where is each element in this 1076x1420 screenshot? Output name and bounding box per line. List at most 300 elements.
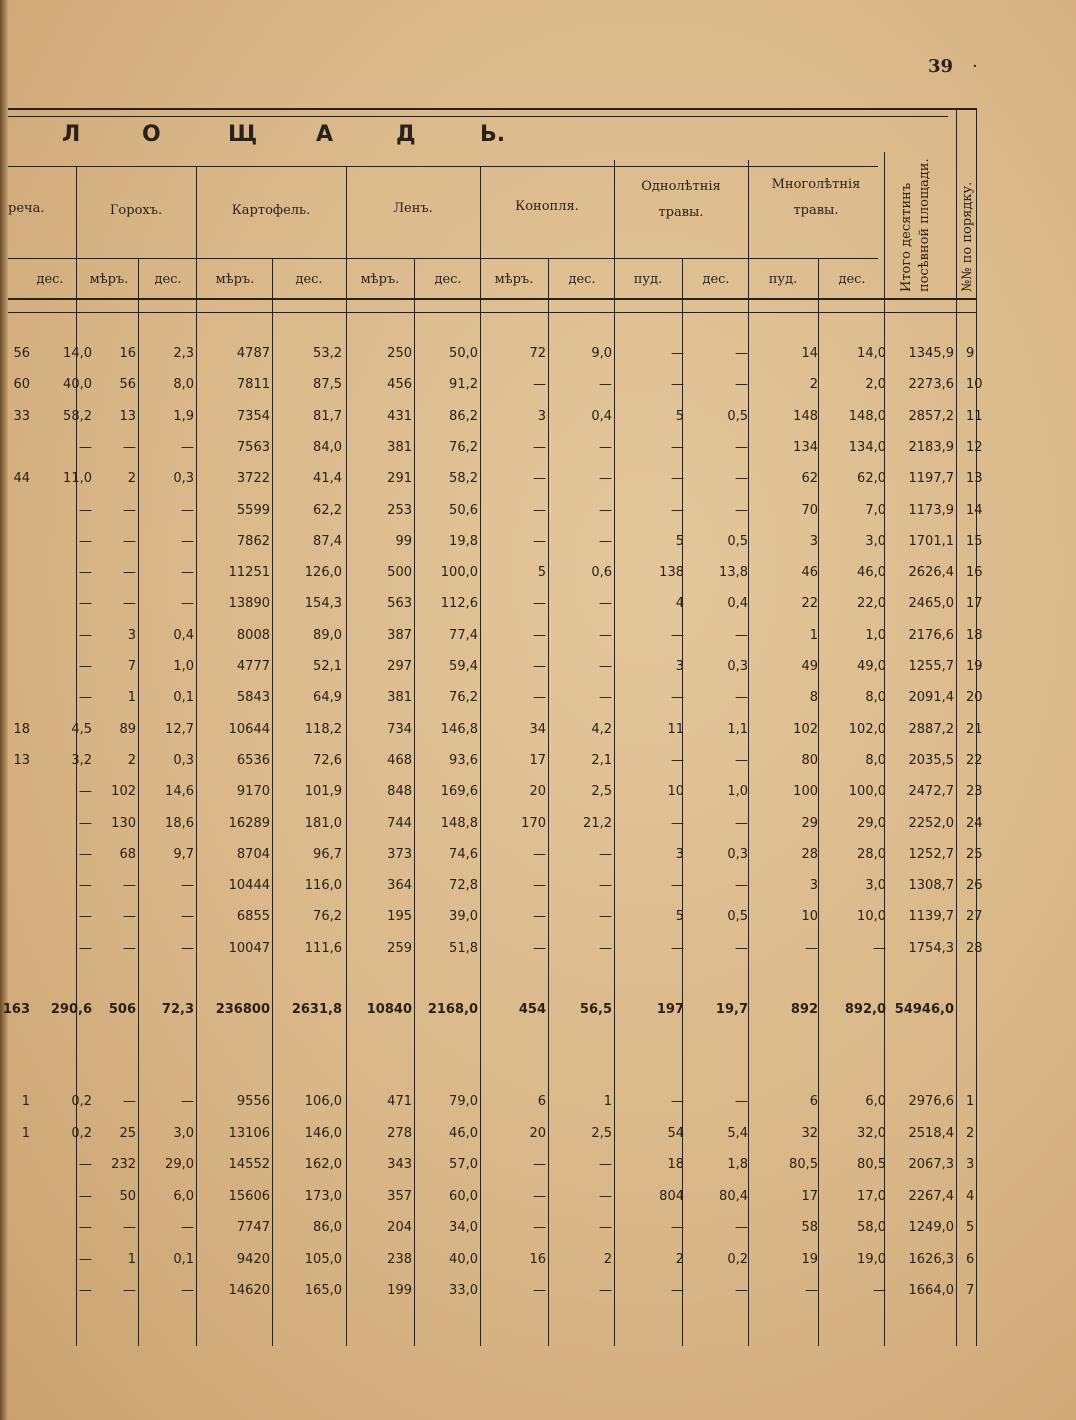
section1-row-16-cell: 18,6 — [165, 815, 194, 831]
section1-row-11-cell: — — [533, 659, 546, 674]
section2-row-6-cell: 19 — [801, 1251, 818, 1267]
totals-row-cell: 10840 — [366, 1002, 412, 1017]
section1-row-4-cell: 134 — [793, 439, 818, 455]
section1-row-5-cell: 62 — [801, 471, 818, 487]
section1-row-18-cell: 1308,7 — [908, 878, 954, 894]
section2-row-7-cell: — — [671, 1283, 684, 1298]
section2-row-7-cell: — — [873, 1283, 886, 1298]
sub-header-2: мѣръ. — [89, 272, 129, 287]
section1-row-4-cell: 76,2 — [449, 439, 478, 455]
section1-row-5-cell: 41,4 — [313, 471, 342, 487]
section1-row-14-cell: 3,2 — [71, 752, 92, 768]
section1-row-13-cell: 4,5 — [71, 721, 92, 737]
section1-row-10-cell: — — [533, 627, 546, 643]
section2-row-6-cell: 1626,3 — [908, 1251, 954, 1267]
section2-row-6-cell: 105,0 — [304, 1251, 342, 1267]
section1-row-2-cell: — — [735, 377, 748, 393]
section1-row-1-cell: 14,0 — [857, 346, 886, 361]
section2-row-5-cell: 1249,0 — [908, 1220, 954, 1235]
title-letter-2: О — [142, 122, 161, 147]
section2-row-5-cell: 204 — [387, 1220, 412, 1235]
section1-row-1-cell: 4787 — [236, 346, 270, 361]
section2-row-4-cell: 60,0 — [449, 1188, 478, 1204]
section2-row-7-cell: — — [533, 1283, 546, 1298]
section1-row-8-cell: 126,0 — [304, 565, 342, 581]
section2-row-6-cell: 2 — [675, 1251, 684, 1267]
section1-row-14-cell: 13 — [13, 752, 30, 768]
section2-row-3-cell: 18 — [667, 1157, 684, 1172]
section1-row-19-row-number: 27 — [966, 909, 983, 925]
section1-row-14-cell: 2,1 — [591, 752, 612, 768]
section1-row-7-cell: — — [599, 533, 612, 549]
section1-row-10-cell: 8008 — [236, 627, 270, 643]
section2-row-5-cell: — — [181, 1220, 194, 1235]
section1-row-4-cell: — — [123, 439, 136, 455]
section1-row-16-cell: 181,0 — [304, 815, 342, 831]
section1-row-10-cell: 0,4 — [173, 627, 194, 643]
section1-row-11-cell: 59,4 — [449, 659, 478, 674]
sub-header-12: пуд. — [768, 272, 798, 287]
section1-row-3-cell: 0,4 — [591, 408, 612, 424]
section2-row-6-cell: 238 — [387, 1251, 412, 1267]
section1-row-1-cell: 50,0 — [449, 346, 478, 361]
section1-row-8-cell: 138 — [659, 565, 684, 581]
section1-row-15-cell: 169,6 — [440, 784, 478, 800]
section1-row-12-cell: 64,9 — [313, 690, 342, 706]
section1-row-6-row-number: 14 — [966, 502, 983, 518]
section1-row-14-cell: 72,6 — [313, 752, 342, 768]
section1-row-11-cell: — — [599, 659, 612, 674]
section1-row-15-cell: 2,5 — [591, 784, 612, 800]
section1-row-12-cell: 8 — [809, 690, 818, 706]
section1-row-13-cell: 4,2 — [591, 721, 612, 737]
section1-row-10-cell: 2176,6 — [908, 627, 954, 643]
section1-row-4-cell: 2183,9 — [908, 439, 954, 455]
section1-row-14-cell: 0,3 — [173, 752, 194, 768]
section1-row-17-cell: — — [533, 846, 546, 862]
section1-row-9-cell: 22 — [801, 596, 818, 612]
section1-row-12-cell: — — [533, 690, 546, 706]
section2-row-5-cell: — — [533, 1220, 546, 1235]
section1-row-19-cell: 5 — [675, 909, 684, 925]
section1-row-19-cell: 10 — [801, 909, 818, 925]
section2-row-2-cell: 2518,4 — [908, 1125, 954, 1141]
section2-row-7-cell: 14620 — [228, 1283, 270, 1298]
group-header-len: Ленъ. — [393, 201, 433, 216]
section1-row-11-cell: 3 — [675, 659, 684, 674]
section2-row-2-cell: 3,0 — [173, 1125, 194, 1141]
section1-row-20-cell: 259 — [387, 940, 412, 956]
section1-row-13-cell: 734 — [387, 721, 412, 737]
section1-row-19-cell: 39,0 — [449, 909, 478, 925]
section1-row-6-cell: — — [181, 502, 194, 518]
section1-row-16-cell: 16289 — [228, 815, 270, 831]
section1-row-5-cell: 3722 — [236, 471, 270, 487]
section2-row-2-cell: 146,0 — [304, 1125, 342, 1141]
header-bottom-rule — [8, 298, 976, 300]
section1-row-11-cell: 1255,7 — [908, 659, 954, 674]
section1-row-17-cell: — — [599, 846, 612, 862]
section1-row-18-cell: — — [123, 878, 136, 894]
group-header-gorokh: Горохъ. — [109, 203, 163, 218]
section2-row-6-cell: 9420 — [236, 1251, 270, 1267]
section2-row-5-cell: 7747 — [236, 1220, 270, 1235]
section1-row-1-cell: 1345,9 — [908, 346, 954, 361]
section1-row-20-cell: — — [873, 940, 886, 956]
section1-row-18-cell: 3 — [809, 878, 818, 894]
section1-row-17-cell: 28,0 — [857, 846, 886, 862]
section2-row-3-cell: 162,0 — [304, 1157, 342, 1172]
section1-row-2-cell: 2,0 — [865, 377, 886, 393]
section1-row-7-cell: 0,5 — [727, 533, 748, 549]
section1-row-17-cell: 1252,7 — [908, 846, 954, 862]
section2-row-5-cell: — — [79, 1220, 92, 1235]
section1-row-1-cell: — — [735, 346, 748, 361]
section1-row-9-row-number: 17 — [966, 596, 983, 612]
section1-row-3-cell: 148 — [793, 408, 818, 424]
section1-row-5-cell: 11,0 — [63, 471, 92, 487]
section1-row-2-cell: 91,2 — [449, 377, 478, 393]
section1-row-17-cell: 373 — [387, 846, 412, 862]
section1-row-8-cell: — — [79, 565, 92, 581]
section1-row-6-cell: — — [735, 502, 748, 518]
section1-row-12-cell: — — [599, 690, 612, 706]
section1-row-12-cell: — — [735, 690, 748, 706]
section2-row-6-cell: 0,1 — [173, 1251, 194, 1267]
section2-row-7-cell: 1664,0 — [908, 1283, 954, 1298]
section2-row-5-cell: 86,0 — [313, 1220, 342, 1235]
section1-row-18-cell: — — [671, 878, 684, 894]
section1-row-15-cell: 14,6 — [165, 784, 194, 800]
section1-row-15-row-number: 23 — [966, 784, 983, 800]
section1-row-3-cell: 431 — [387, 408, 412, 424]
section1-row-19-cell: 1139,7 — [908, 909, 954, 925]
section1-row-9-cell: 4 — [675, 596, 684, 612]
section1-row-4-cell: — — [735, 439, 748, 455]
section2-row-3-cell: — — [79, 1157, 92, 1172]
section2-row-5-row-number: 5 — [966, 1220, 975, 1235]
top-rule — [8, 108, 976, 110]
sub-header-10: пуд. — [633, 272, 663, 287]
section2-row-3-cell: 29,0 — [165, 1157, 194, 1172]
section1-row-16-cell: 29,0 — [857, 815, 886, 831]
section1-row-11-cell: 52,1 — [313, 659, 342, 674]
totals-row-cell: 19,7 — [715, 1002, 748, 1017]
sub-header-13: дес. — [838, 272, 866, 287]
section1-row-13-cell: 10644 — [228, 721, 270, 737]
page-binding-shadow — [0, 0, 8, 1420]
section1-row-8-cell: 500 — [387, 565, 412, 581]
section1-row-13-cell: 89 — [119, 721, 136, 737]
section1-row-2-cell: 456 — [387, 377, 412, 393]
section1-row-10-row-number: 18 — [966, 627, 983, 643]
section1-row-14-cell: 80 — [801, 752, 818, 768]
section1-row-18-cell: 3,0 — [865, 878, 886, 894]
section1-row-3-cell: 81,7 — [313, 408, 342, 424]
section1-row-18-cell: 364 — [387, 878, 412, 894]
section1-row-3-cell: 148,0 — [848, 408, 886, 424]
section1-row-3-cell: 58,2 — [63, 408, 92, 424]
section2-row-4-row-number: 4 — [966, 1188, 975, 1204]
section2-row-7-cell: — — [181, 1283, 194, 1298]
section1-row-20-cell: 51,8 — [449, 940, 478, 956]
section1-row-10-cell: 77,4 — [449, 627, 478, 643]
section1-row-6-cell: — — [671, 502, 684, 518]
section2-row-1-cell: 471 — [387, 1094, 412, 1109]
section2-row-4-cell: 173,0 — [304, 1188, 342, 1204]
section1-row-6-cell: — — [79, 502, 92, 518]
section1-row-6-cell: — — [599, 502, 612, 518]
section1-row-5-row-number: 13 — [966, 471, 983, 487]
sub-header-1: дес. — [36, 272, 64, 287]
section1-row-15-cell: 102 — [111, 784, 136, 800]
section2-row-3-cell: 343 — [387, 1157, 412, 1172]
section1-row-18-cell: 72,8 — [449, 878, 478, 894]
section2-row-2-cell: 2,5 — [591, 1125, 612, 1141]
section2-row-4-cell: 804 — [659, 1188, 684, 1204]
section1-row-12-cell: 381 — [387, 690, 412, 706]
section2-row-1-cell: — — [735, 1094, 748, 1109]
section1-row-3-cell: 13 — [119, 408, 136, 424]
group-header-grecha: речa. — [8, 201, 45, 216]
section2-row-1-cell: 9556 — [236, 1094, 270, 1109]
side-header-number: №№ по порядку. — [960, 181, 975, 292]
section1-row-6-cell: 7,0 — [865, 502, 886, 518]
section1-row-1-row-number: 9 — [966, 346, 975, 361]
totals-row-cell: 290,6 — [50, 1002, 92, 1017]
section1-row-16-cell: — — [671, 815, 684, 831]
section2-row-4-cell: 17,0 — [857, 1188, 886, 1204]
section1-row-8-cell: 5 — [537, 565, 546, 581]
section1-row-10-cell: 3 — [127, 627, 136, 643]
section1-row-13-cell: 18 — [13, 721, 30, 737]
header-bottom-rule-2 — [8, 312, 976, 313]
section1-row-15-cell: 1,0 — [727, 784, 748, 800]
section2-row-4-cell: 6,0 — [173, 1188, 194, 1204]
section1-row-14-cell: 6536 — [236, 752, 270, 768]
section1-row-14-cell: 8,0 — [865, 752, 886, 768]
section2-row-3-cell: 2067,3 — [908, 1157, 954, 1172]
top-rule-2 — [8, 116, 948, 117]
section2-row-7-cell: — — [123, 1283, 136, 1298]
section2-row-6-cell: — — [79, 1251, 92, 1267]
section2-row-3-cell: — — [533, 1157, 546, 1172]
section1-row-17-cell: 74,6 — [449, 846, 478, 862]
sub-header-3: дес. — [154, 272, 182, 287]
section1-row-4-row-number: 12 — [966, 439, 983, 455]
section1-row-9-cell: 563 — [387, 596, 412, 612]
section1-row-16-cell: — — [735, 815, 748, 831]
section2-row-5-cell: — — [671, 1220, 684, 1235]
section2-row-1-cell: 6 — [537, 1094, 546, 1109]
section1-row-2-cell: — — [671, 377, 684, 393]
section1-row-10-cell: 1,0 — [865, 627, 886, 643]
section1-row-11-cell: 49 — [801, 659, 818, 674]
section1-row-11-cell: 49,0 — [857, 659, 886, 674]
section2-row-4-cell: 50 — [119, 1188, 136, 1204]
totals-row-cell: 506 — [108, 1002, 136, 1017]
totals-row-cell: 454 — [518, 1002, 546, 1017]
title-letter-3: Щ — [228, 122, 258, 147]
section1-row-3-cell: 86,2 — [449, 408, 478, 424]
section1-row-1-cell: 16 — [119, 346, 136, 361]
section2-row-1-cell: — — [181, 1094, 194, 1109]
section2-row-2-cell: 46,0 — [449, 1125, 478, 1141]
section1-row-14-cell: 2035,5 — [908, 752, 954, 768]
section1-row-6-cell: — — [123, 502, 136, 518]
section1-row-11-cell: 297 — [387, 659, 412, 674]
section2-row-4-cell: — — [599, 1188, 612, 1204]
section1-row-16-cell: 744 — [387, 815, 412, 831]
section1-row-1-cell: 9,0 — [591, 346, 612, 361]
section1-row-16-cell: 170 — [521, 815, 546, 831]
section2-row-7-cell: — — [805, 1283, 818, 1298]
sub-header-9: дес. — [568, 272, 596, 287]
section2-row-1-cell: 2976,6 — [908, 1094, 954, 1109]
section2-row-4-cell: 357 — [387, 1188, 412, 1204]
totals-row-cell: 892,0 — [844, 1002, 886, 1017]
section1-row-14-cell: 468 — [387, 752, 412, 768]
section2-row-4-cell: 2267,4 — [908, 1188, 954, 1204]
section1-row-1-cell: — — [671, 346, 684, 361]
section2-row-3-cell: — — [599, 1157, 612, 1172]
section1-row-11-cell: 7 — [127, 659, 136, 674]
section1-row-8-cell: 2626,4 — [908, 565, 954, 581]
section2-row-1-cell: 6,0 — [865, 1094, 886, 1109]
section1-row-5-cell: 44 — [13, 471, 30, 487]
section2-row-3-cell: 14552 — [228, 1157, 270, 1172]
section2-row-7-cell: — — [79, 1283, 92, 1298]
section1-row-17-cell: 96,7 — [313, 846, 342, 862]
section1-row-16-cell: — — [79, 815, 92, 831]
totals-row-cell: 2631,8 — [291, 1002, 342, 1017]
section1-row-18-cell: — — [79, 878, 92, 894]
section1-row-3-cell: 33 — [13, 408, 30, 424]
section1-row-9-cell: 154,3 — [304, 596, 342, 612]
section2-row-2-cell: 32 — [801, 1125, 818, 1141]
section1-row-8-cell: — — [181, 565, 194, 581]
section2-row-3-cell: 232 — [111, 1157, 136, 1172]
section1-row-9-cell: 0,4 — [727, 596, 748, 612]
sub-header-5: дес. — [295, 272, 323, 287]
section2-row-5-cell: 34,0 — [449, 1220, 478, 1235]
section2-row-6-cell: 16 — [529, 1251, 546, 1267]
section1-row-2-cell: 7811 — [236, 377, 270, 393]
section1-row-12-cell: 2091,4 — [908, 690, 954, 706]
section1-row-2-cell: 56 — [119, 377, 136, 393]
section1-row-3-cell: 5 — [675, 408, 684, 424]
section1-row-4-cell: 7563 — [236, 439, 270, 455]
section1-row-15-cell: 2472,7 — [908, 784, 954, 800]
section2-row-2-row-number: 2 — [966, 1125, 975, 1141]
section2-row-2-cell: 278 — [387, 1125, 412, 1141]
totals-row-cell: 72,3 — [161, 1002, 194, 1017]
group-header-kartofel: Картофель. — [231, 203, 311, 218]
section1-row-12-cell: 1 — [127, 690, 136, 706]
section1-row-16-cell: 21,2 — [583, 815, 612, 831]
sub-header-11: дес. — [702, 272, 730, 287]
section1-row-17-cell: 8704 — [236, 846, 270, 862]
section1-row-14-cell: 93,6 — [449, 752, 478, 768]
section1-row-5-cell: 62,0 — [857, 471, 886, 487]
section1-row-16-row-number: 24 — [966, 815, 983, 831]
section1-row-2-cell: 87,5 — [313, 377, 342, 393]
section1-row-14-cell: — — [735, 752, 748, 768]
section1-row-8-cell: 0,6 — [591, 565, 612, 581]
section1-row-3-cell: 0,5 — [727, 408, 748, 424]
section1-row-20-cell: — — [805, 940, 818, 956]
section1-row-7-cell: 3 — [809, 533, 818, 549]
section2-row-7-cell: 165,0 — [304, 1283, 342, 1298]
section2-row-5-cell: 58 — [801, 1220, 818, 1235]
col-line-14 — [956, 108, 957, 1346]
section1-row-7-cell: — — [181, 533, 194, 549]
section1-row-15-cell: 20 — [529, 784, 546, 800]
sub-header-4: мѣръ. — [215, 272, 255, 287]
section1-row-15-cell: 100,0 — [848, 784, 886, 800]
section1-row-2-cell: — — [599, 377, 612, 393]
section1-row-18-cell: — — [599, 878, 612, 894]
section1-row-20-cell: — — [599, 940, 612, 956]
totals-row-cell: 163 — [2, 1002, 30, 1017]
section1-row-13-cell: 102 — [793, 721, 818, 737]
section1-row-13-cell: 102,0 — [848, 721, 886, 737]
section1-row-15-cell: — — [79, 784, 92, 800]
section2-row-6-cell: 19,0 — [857, 1251, 886, 1267]
totals-row-cell: 2168,0 — [427, 1002, 478, 1017]
section1-row-7-cell: 5 — [675, 533, 684, 549]
section1-row-20-cell: 10047 — [228, 940, 270, 956]
section1-row-19-cell: — — [599, 909, 612, 925]
section1-row-4-cell: — — [181, 439, 194, 455]
section2-row-5-cell: — — [599, 1220, 612, 1235]
section1-row-4-cell: — — [671, 439, 684, 455]
section1-row-7-cell: — — [79, 533, 92, 549]
section2-row-3-cell: 57,0 — [449, 1157, 478, 1172]
title-letter-4: А — [316, 122, 334, 147]
section1-row-9-cell: — — [599, 596, 612, 612]
section2-row-4-cell: 15606 — [228, 1188, 270, 1204]
sub-header-6: мѣръ. — [360, 272, 400, 287]
section2-row-2-cell: 25 — [119, 1125, 136, 1141]
section1-row-12-row-number: 20 — [966, 690, 983, 706]
section2-row-1-cell: 106,0 — [304, 1094, 342, 1109]
section1-row-13-cell: 11 — [667, 721, 684, 737]
section1-row-13-cell: 1,1 — [727, 721, 748, 737]
section2-row-2-cell: 5,4 — [727, 1125, 748, 1141]
section2-row-3-cell: 1,8 — [727, 1157, 748, 1172]
section1-row-4-cell: 381 — [387, 439, 412, 455]
section1-row-4-cell: 84,0 — [313, 439, 342, 455]
section2-row-1-cell: 1 — [603, 1094, 612, 1109]
section1-row-11-cell: 0,3 — [727, 659, 748, 674]
section1-row-3-row-number: 11 — [966, 408, 983, 424]
section1-row-7-row-number: 15 — [966, 533, 983, 549]
section1-row-9-cell: 112,6 — [440, 596, 478, 612]
section2-row-2-cell: 32,0 — [857, 1125, 886, 1141]
section2-row-4-cell: 80,4 — [719, 1188, 748, 1204]
section1-row-11-cell: 4777 — [236, 659, 270, 674]
section1-row-9-cell: — — [181, 596, 194, 612]
section2-row-5-cell: — — [123, 1220, 136, 1235]
section1-row-13-cell: 2887,2 — [908, 721, 954, 737]
section1-row-18-cell: — — [735, 878, 748, 894]
section1-row-12-cell: 8,0 — [865, 690, 886, 706]
section1-row-5-cell: 2 — [127, 471, 136, 487]
section1-row-1-cell: 250 — [387, 346, 412, 361]
section1-row-2-cell: 8,0 — [173, 377, 194, 393]
section1-row-12-cell: — — [671, 690, 684, 706]
